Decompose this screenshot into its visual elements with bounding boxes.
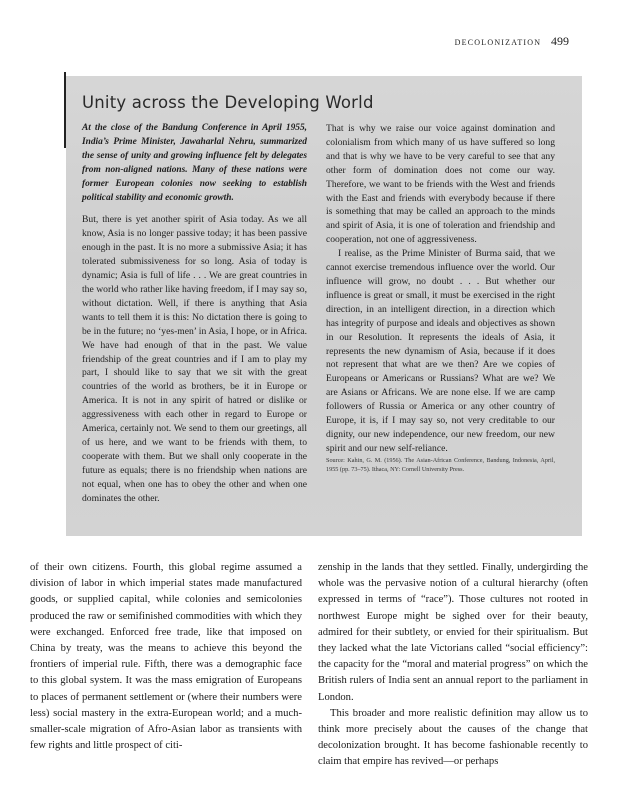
sidebar-quote-paragraph-3: I realise, as the Prime Minister of Burma said, that we cannot exercise tremendous influence over the world. Our influence will grow, no doubt . . . But whether our influence is great or small, it must be exercised in the right direction, in an intelligent direction, in a direction which has integrity of purpose and ideals and objectives as shown in our Resolution. It represents the ideals of Asia, it represents the new dynamism of Asia, because if it does not represent that what are we then? Are we copies of Europeans or Americans or Russians? What are we? We are Asians or Africans. We are none else. If we are camp followers of Russia or America or any other country of Europe, it is, if I may say so, not very creditable to our dignity, our new independence, our new freedom, our new spirit and our new self-reliance.	[326, 248, 555, 454]
running-head	[455, 34, 569, 49]
page-number: 499	[551, 34, 569, 48]
sidebar-title: Unity across the Developing World	[82, 93, 374, 112]
sidebar-rule-left	[64, 72, 66, 148]
body-paragraph-1: of their own citizens. Fourth, this global regime assumed a division of labor in which imperial states made manufactured goods, or supplied capital, while colonies and semicolonies produced the raw or semifinished commodities with which they were exchanged. Enforced free trade, like that imposed on China by treaty, was the means to achieve this beyond the frontiers of imperial rule. Fifth, there was a demographic face to this global system. It was the mass emigration of Europeans to places of permanent settlement or (where their numbers were less) social mastery in the extra-European world; and a much-smaller-scale migration of Afro-Asian labor as transients with few rights and little prospect of citi-	[30, 562, 302, 752]
sidebar-quote-paragraph-1: But, there is yet another spirit of Asia today. As we all know, Asia is no longer passive today; it has been passive enough in the past. It is no more a submissive Asia; it has tolerated submissiveness for so long. Asia of today is dynamic; Asia is full of life . . . We are great countries in the world who rather like having freedom, if I may say so, without dictation. Well, if there is anything that Asia wants to tell them it is this: No dictation there is going to be in the future; no ‘yes-men’ in Asia, I hope, or in Africa. We have had enough of that in the past. We value friendship of the great countries and if I am to play my part, I should like to say that we sit with the great countries of the world as brothers, be it in Europe or America. It is not in any spirit of hatred or dislike or aggressiveness with each other in regard to Europe or America, certainly not. We send to them our greetings, all of us here, and we want to be friends with them, to cooperate with them. But we shall only cooperate in the future as equals; there is no friendship when nations are not equal, when one has to obey the other and when one dominates the other.	[82, 214, 307, 504]
sidebar-column-right	[326, 122, 555, 474]
body-column-left	[30, 560, 302, 754]
body-paragraph-2: zenship in the lands that they settled. Finally, undergirding the whole was the pervasive notion of a cultural hierarchy (often expressed in terms of “race”). Those cultures not rooted in northwest Europe might be sighed over for their beauty, admired for their subtlety, or envied for their spiritualism. But they lacked what the late Victorians called “social efficiency”: the capacity for the “moral and material progress” on which the British rulers of India sent an annual report to the parliament in London.	[318, 562, 588, 703]
section-title: decolonization	[454, 36, 542, 48]
body-column-right	[318, 560, 588, 771]
body-paragraph-3: This broader and more realistic definition may allow us to think more precisely about the causes of the change that decolonization brought. It has become fashionable recently to claim that empire has revived—or perhaps	[318, 707, 588, 768]
sidebar-column-left	[82, 122, 307, 505]
sidebar-source: Source: Kahin, G. M. (1956). The Asian-African Conference, Bandung, Indonesia, April, 1955 (pp. 73–75). Ithaca, NY: Cornell University Press.	[326, 456, 555, 473]
sidebar-intro: At the close of the Bandung Conference in April 1955, India’s Prime Minister, Jawaharlal Nehru, summarized the sense of unity and growing influence felt by delegates from non-aligned nations. Many of these nations were former European colonies now seeking to establish political stability and economic growth.	[82, 123, 307, 203]
sidebar-quote-paragraph-2: That is why we raise our voice against domination and colonialism from which many of us have suffered so long and that is why we have to be very careful to see that any other form of domination does not come our way. Therefore, we want to be friends with the West and friends with the East and friends with everybody because if there is something that may be called an approach to the minds and spirit of Asia, it is one of toleration and friendship and cooperation, not one of aggressiveness.	[326, 123, 555, 246]
